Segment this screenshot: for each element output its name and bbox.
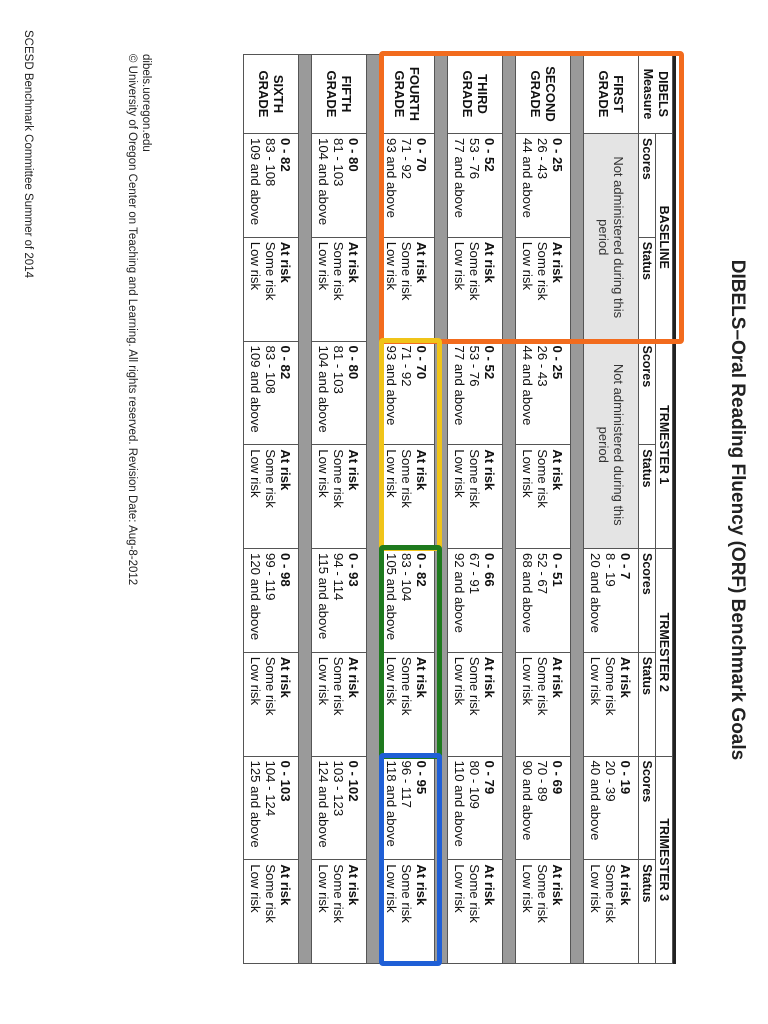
- scores-cell: [448, 756, 503, 860]
- risk-status: Low risk: [316, 241, 332, 291]
- score-range: 8 - 19: [603, 553, 619, 587]
- not-administered-cell: Not administered during this period: [584, 134, 639, 342]
- risk-status: Some risk: [467, 656, 483, 716]
- risk-status: At risk: [618, 864, 634, 906]
- risk-status: Low risk: [248, 864, 264, 913]
- grade-label-line: GRADE: [324, 70, 339, 118]
- risk-status: Low risk: [452, 656, 468, 706]
- col-header-status: Status: [639, 237, 656, 341]
- status-cell: [380, 445, 435, 549]
- status-cell: [448, 860, 503, 964]
- score-range: 0 - 52: [482, 138, 498, 172]
- table-row: [244, 55, 299, 964]
- table-row: [448, 55, 503, 964]
- score-range: 0 - 25: [550, 345, 566, 380]
- score-range: 120 and above: [248, 553, 264, 641]
- risk-status: Low risk: [316, 449, 332, 498]
- scores-cell: [448, 341, 503, 445]
- col-header-scores: Scores: [639, 549, 656, 653]
- scores-cell: [516, 341, 571, 445]
- row-separator-cell: [367, 55, 380, 964]
- score-range: 0 - 102: [346, 760, 362, 802]
- score-range: 0 - 82: [278, 138, 294, 172]
- footer-url: dibels.uoregon.edu: [140, 54, 152, 152]
- status-cell: [448, 237, 503, 341]
- risk-status: At risk: [482, 864, 498, 906]
- risk-status: Some risk: [263, 656, 279, 716]
- col-header-status: Status: [639, 445, 656, 549]
- risk-status: Some risk: [467, 241, 483, 301]
- score-range: 20 - 39: [603, 760, 619, 802]
- score-range: 0 - 93: [346, 553, 362, 587]
- grade-label-line: GRADE: [596, 70, 611, 118]
- grade-label: [584, 55, 639, 134]
- benchmark-table: [243, 54, 673, 964]
- benchmark-table-wrapper: [243, 54, 676, 964]
- risk-status: At risk: [346, 241, 362, 283]
- score-range: 118 and above: [384, 760, 400, 847]
- period-header-row: [656, 55, 673, 964]
- score-range: 0 - 52: [482, 345, 498, 380]
- scores-cell: [584, 756, 639, 860]
- grade-label: [312, 55, 367, 134]
- grade-label: [448, 55, 503, 134]
- risk-status: Low risk: [316, 656, 332, 706]
- status-cell: [584, 652, 639, 756]
- risk-status: At risk: [482, 241, 498, 283]
- risk-status: At risk: [346, 449, 362, 491]
- status-cell: [312, 652, 367, 756]
- col-header-scores: Scores: [639, 341, 656, 445]
- status-cell: [244, 237, 299, 341]
- scores-cell: [516, 549, 571, 653]
- scores-cell: [380, 341, 435, 445]
- risk-status: At risk: [346, 864, 362, 906]
- score-range: 40 and above: [588, 760, 604, 841]
- risk-status: Some risk: [263, 864, 279, 923]
- risk-status: At risk: [550, 656, 566, 698]
- risk-status: Low risk: [384, 656, 400, 706]
- risk-status: At risk: [482, 656, 498, 698]
- row-separator: [299, 55, 312, 964]
- score-range: 0 - 7: [618, 553, 634, 580]
- score-range: 0 - 69: [550, 760, 566, 795]
- score-range: 52 - 67: [535, 553, 551, 595]
- column-header-row: [639, 55, 656, 964]
- score-range: 105 and above: [384, 553, 400, 641]
- footer-copyright: © University of Oregon Center on Teaching and Learning. All rights reserved. Revision Date: Aug-8-2012: [126, 54, 138, 586]
- risk-status: Low risk: [588, 656, 604, 706]
- score-range: 109 and above: [248, 345, 264, 433]
- risk-status: Some risk: [603, 864, 619, 923]
- status-cell: [448, 652, 503, 756]
- col-header-status: Status: [639, 860, 656, 964]
- status-cell: [380, 860, 435, 964]
- table-row: [516, 55, 571, 964]
- score-range: 44 and above: [520, 345, 536, 426]
- status-cell: [244, 860, 299, 964]
- benchmark-table-body: [244, 55, 639, 964]
- scores-cell: [516, 756, 571, 860]
- status-cell: [380, 652, 435, 756]
- risk-status: Low risk: [520, 241, 536, 291]
- grade-label-line: GRADE: [460, 70, 475, 118]
- risk-status: Low risk: [452, 449, 468, 498]
- score-range: 44 and above: [520, 138, 536, 218]
- score-range: 81 - 103: [331, 345, 347, 394]
- score-range: 68 and above: [520, 553, 536, 633]
- score-range: 67 - 91: [467, 553, 483, 595]
- risk-status: Some risk: [535, 864, 551, 923]
- score-range: 0 - 80: [346, 138, 362, 172]
- score-range: 93 and above: [384, 138, 400, 218]
- score-range: 103 - 123: [331, 760, 347, 817]
- risk-status: Some risk: [535, 656, 551, 716]
- risk-status: Some risk: [603, 656, 619, 716]
- risk-status: Some risk: [399, 656, 415, 716]
- score-range: 96 - 117: [399, 760, 415, 808]
- scores-cell: [244, 549, 299, 653]
- score-range: 0 - 82: [414, 553, 430, 587]
- score-range: 83 - 108: [263, 138, 279, 187]
- status-cell: [516, 237, 571, 341]
- risk-status: At risk: [414, 241, 430, 283]
- scores-cell: [380, 134, 435, 238]
- row-separator: [367, 55, 380, 964]
- scores-cell: [244, 756, 299, 860]
- score-range: 0 - 98: [278, 553, 294, 587]
- col-header-scores: Scores: [639, 756, 656, 860]
- score-range: 90 and above: [520, 760, 536, 841]
- scores-cell: [584, 549, 639, 653]
- score-range: 83 - 104: [399, 553, 415, 602]
- table-row: [312, 55, 367, 964]
- measure-header-line-1: DIBELS: [656, 71, 671, 117]
- grade-label-line: GRADE: [256, 70, 271, 118]
- scores-cell: [448, 549, 503, 653]
- grade-label-line: FIRST: [611, 75, 626, 113]
- score-range: 26 - 43: [535, 345, 551, 387]
- col-header-status: Status: [639, 652, 656, 756]
- grade-label: [516, 55, 571, 134]
- risk-status: At risk: [278, 241, 294, 283]
- risk-status: At risk: [482, 449, 498, 491]
- score-range: 99 - 119: [263, 553, 279, 601]
- scores-cell: [312, 549, 367, 653]
- status-cell: [516, 652, 571, 756]
- risk-status: At risk: [346, 656, 362, 698]
- col-header-scores: Scores: [639, 134, 656, 238]
- risk-status: At risk: [618, 656, 634, 698]
- risk-status: At risk: [278, 449, 294, 491]
- score-range: 0 - 25: [550, 138, 566, 172]
- measure-header-line-2: Measure: [641, 68, 656, 120]
- score-range: 71 - 92: [399, 138, 415, 180]
- risk-status: At risk: [414, 864, 430, 906]
- status-cell: [312, 237, 367, 341]
- grade-label-line: THIRD: [475, 74, 490, 114]
- scores-cell: [448, 134, 503, 238]
- score-range: 0 - 70: [414, 345, 430, 380]
- risk-status: Low risk: [248, 656, 264, 706]
- risk-status: Low risk: [452, 864, 468, 913]
- score-range: 70 - 89: [535, 760, 551, 802]
- risk-status: Low risk: [248, 241, 264, 291]
- scores-cell: [380, 756, 435, 860]
- risk-status: Some risk: [399, 241, 415, 301]
- risk-status: Some risk: [331, 449, 347, 508]
- risk-status: Low risk: [520, 656, 536, 706]
- score-range: 93 and above: [384, 345, 400, 426]
- table-row: [584, 55, 639, 964]
- risk-status: Some risk: [263, 449, 279, 508]
- risk-status: Low risk: [384, 864, 400, 913]
- scores-cell: [312, 341, 367, 445]
- risk-status: Low risk: [316, 864, 332, 913]
- score-range: 0 - 70: [414, 138, 430, 172]
- risk-status: At risk: [278, 656, 294, 698]
- risk-status: At risk: [550, 241, 566, 283]
- grade-label-line: SIXTH: [271, 74, 286, 114]
- status-cell: [448, 445, 503, 549]
- score-range: 71 - 92: [399, 345, 415, 387]
- not-administered-cell: Not administered during this period: [584, 341, 639, 549]
- row-separator-cell: [299, 55, 312, 964]
- score-range: 0 - 66: [482, 553, 498, 587]
- grade-label: [380, 55, 435, 134]
- score-range: 125 and above: [248, 760, 264, 848]
- row-separator: [435, 55, 448, 964]
- risk-status: Low risk: [520, 449, 536, 498]
- score-range: 0 - 79: [482, 760, 498, 795]
- risk-status: At risk: [278, 864, 294, 906]
- period-header-trimester-2: TRMESTER 2: [656, 549, 673, 757]
- risk-status: At risk: [414, 449, 430, 491]
- risk-status: Some risk: [331, 241, 347, 301]
- risk-status: Low risk: [588, 864, 604, 913]
- risk-status: At risk: [550, 864, 566, 906]
- score-range: 104 - 124: [263, 760, 279, 817]
- score-range: 92 and above: [452, 553, 468, 633]
- grade-label-line: SECOND: [543, 66, 558, 122]
- risk-status: Low risk: [520, 864, 536, 913]
- status-cell: [516, 445, 571, 549]
- score-range: 77 and above: [452, 345, 468, 426]
- score-range: 0 - 19: [618, 760, 634, 795]
- score-range: 104 and above: [316, 345, 332, 433]
- period-header-baseline: BASELINE: [656, 134, 673, 342]
- grade-label-line: GRADE: [392, 70, 407, 118]
- status-cell: [244, 652, 299, 756]
- risk-status: Low risk: [248, 449, 264, 498]
- risk-status: Low risk: [384, 241, 400, 291]
- score-range: 109 and above: [248, 138, 264, 226]
- row-separator-cell: [571, 55, 584, 964]
- risk-status: Some risk: [467, 864, 483, 923]
- scores-cell: [380, 549, 435, 653]
- score-range: 115 and above: [316, 553, 332, 640]
- score-range: 77 and above: [452, 138, 468, 218]
- score-range: 80 - 109: [467, 760, 483, 809]
- score-range: 26 - 43: [535, 138, 551, 180]
- score-range: 81 - 103: [331, 138, 347, 187]
- risk-status: Some risk: [535, 241, 551, 301]
- status-cell: [516, 860, 571, 964]
- status-cell: [312, 860, 367, 964]
- status-cell: [244, 445, 299, 549]
- row-separator: [503, 55, 516, 964]
- risk-status: Some risk: [399, 864, 415, 923]
- scores-cell: [516, 134, 571, 238]
- footer-committee: SCESD Benchmark Committee Summer of 2014: [22, 30, 34, 278]
- period-header-trimester-1: TRMESTER 1: [656, 341, 673, 549]
- score-range: 0 - 103: [278, 760, 294, 802]
- grade-label-line: FOURTH: [407, 66, 422, 122]
- score-range: 53 - 76: [467, 345, 483, 387]
- document-title: DIBELS–Oral Reading Fluency (ORF) Benchmark Goals: [727, 259, 748, 761]
- risk-status: Some risk: [535, 449, 551, 508]
- scores-cell: [312, 756, 367, 860]
- status-cell: [380, 237, 435, 341]
- risk-status: At risk: [550, 449, 566, 491]
- scores-cell: [312, 134, 367, 238]
- score-range: 0 - 82: [278, 345, 294, 380]
- risk-status: Some risk: [467, 449, 483, 508]
- status-cell: [584, 860, 639, 964]
- risk-status: Some risk: [331, 864, 347, 923]
- risk-status: Some risk: [263, 241, 279, 301]
- grade-label: [244, 55, 299, 134]
- score-range: 0 - 51: [550, 553, 566, 587]
- score-range: 110 and above: [452, 760, 468, 847]
- grade-label-line: FIFTH: [339, 75, 354, 113]
- table-row: [380, 55, 435, 964]
- score-range: 104 and above: [316, 138, 332, 226]
- risk-status: Some risk: [399, 449, 415, 508]
- score-range: 0 - 80: [346, 345, 362, 380]
- risk-status: Low risk: [452, 241, 468, 291]
- scores-cell: [244, 134, 299, 238]
- period-header-trimester-3: TRIMESTER 3: [656, 756, 673, 964]
- status-cell: [312, 445, 367, 549]
- score-range: 20 and above: [588, 553, 604, 633]
- row-separator-cell: [503, 55, 516, 964]
- row-separator-cell: [435, 55, 448, 964]
- measure-header: [639, 55, 673, 134]
- score-range: 53 - 76: [467, 138, 483, 180]
- score-range: 124 and above: [316, 760, 332, 848]
- risk-status: At risk: [414, 656, 430, 698]
- score-range: 0 - 95: [414, 760, 430, 795]
- risk-status: Low risk: [384, 449, 400, 498]
- scores-cell: [244, 341, 299, 445]
- risk-status: Some risk: [331, 656, 347, 716]
- score-range: 83 - 108: [263, 345, 279, 394]
- grade-label-line: GRADE: [528, 70, 543, 118]
- score-range: 94 - 114: [331, 553, 347, 601]
- row-separator: [571, 55, 584, 964]
